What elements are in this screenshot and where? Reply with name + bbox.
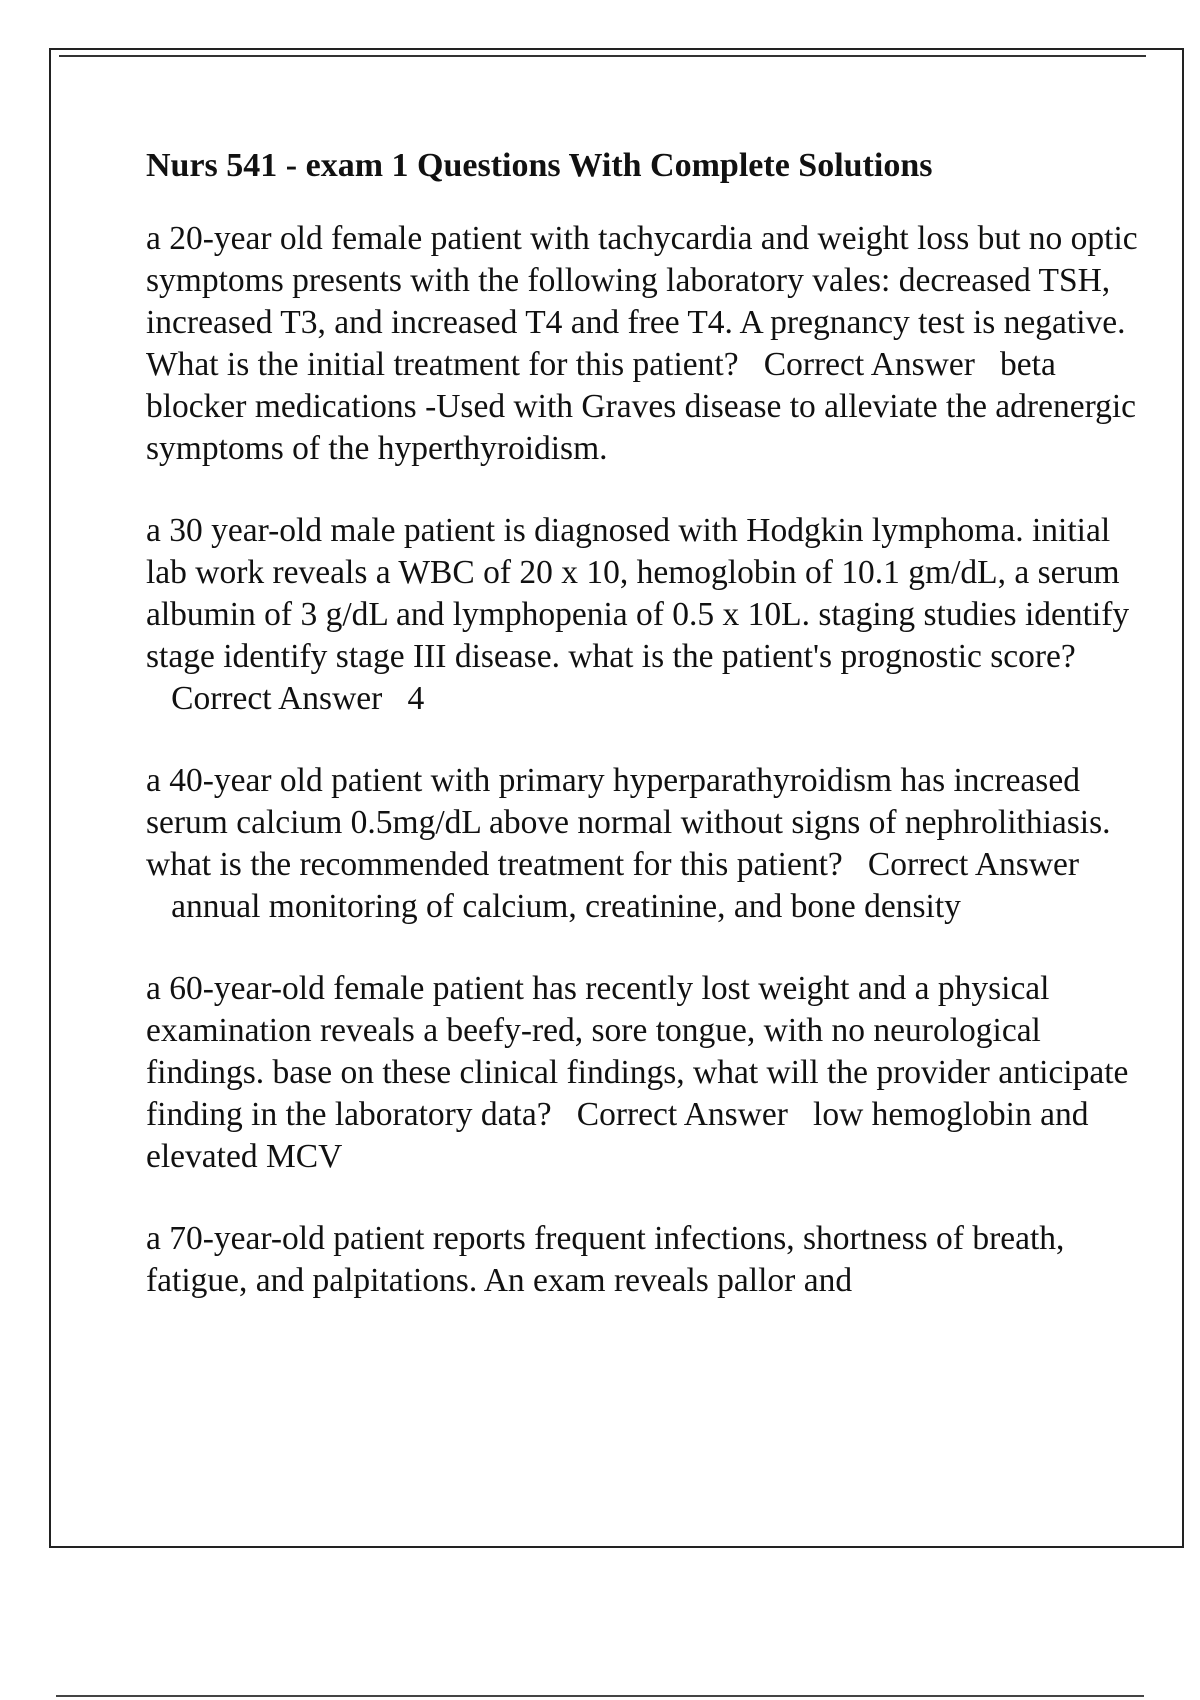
answer-text: beta blocker medications -Used with Graves disease to alleviate the adrenergic symptoms of the hyperthyroidism.: [146, 346, 1137, 467]
bottom-rule-divider: [56, 1695, 1144, 1697]
document-body: [146, 146, 1146, 1342]
question-text: a 30 year-old male patient is diagnosed with Hodgkin lymphoma. initial lab work reveals a WBC of 20 x 10, hemoglobin of 10.1 gm/dL, a serum albumin of 3 g/dL and lymphopenia of 0.5 x 10L. staging studies identify stage identify stage III disease. what is the patient's prognostic score?: [146, 512, 1130, 675]
qa-item: [146, 218, 1146, 470]
qa-item: [146, 760, 1146, 928]
answer-text: annual monitoring of calcium, creatinine, and bone density: [171, 888, 961, 925]
top-rule-divider: [59, 55, 1146, 57]
question-text: a 60-year-old female patient has recently lost weight and a physical examination reveals a beefy-red, sore tongue, with no neurological findings. base on these clinical findings, what will the provider anticipate finding in the laboratory data?: [146, 970, 1129, 1133]
answer-label: Correct Answer: [576, 1096, 788, 1133]
answer-label: Correct Answer: [763, 346, 975, 383]
answer-label: Correct Answer: [171, 680, 383, 717]
qa-item: [146, 510, 1146, 720]
page-border: [49, 48, 1184, 1548]
question-text: a 20-year old female patient with tachycardia and weight loss but no optic symptoms presents with the following laboratory vales: decreased TSH, increased T3, and increased T4 and free T4. A pregnancy test is negative. What is the initial treatment for this patient?: [146, 220, 1138, 383]
question-text: a 70-year-old patient reports frequent infections, shortness of breath, fatigue, and palpitations. An exam reveals pallor and: [146, 1220, 1065, 1299]
question-text: a 40-year old patient with primary hyperparathyroidism has increased serum calcium 0.5mg/dL above normal without signs of nephrolithiasis. what is the recommended treatment for this patient?: [146, 762, 1111, 883]
answer-text: low hemoglobin and elevated MCV: [146, 1096, 1089, 1175]
answer-text: 4: [407, 680, 425, 717]
qa-item: [146, 1218, 1146, 1302]
answer-label: Correct Answer: [867, 846, 1080, 883]
document-title: Nurs 541 - exam 1 Questions With Complete Solutions: [146, 147, 933, 184]
qa-item: [146, 968, 1146, 1178]
